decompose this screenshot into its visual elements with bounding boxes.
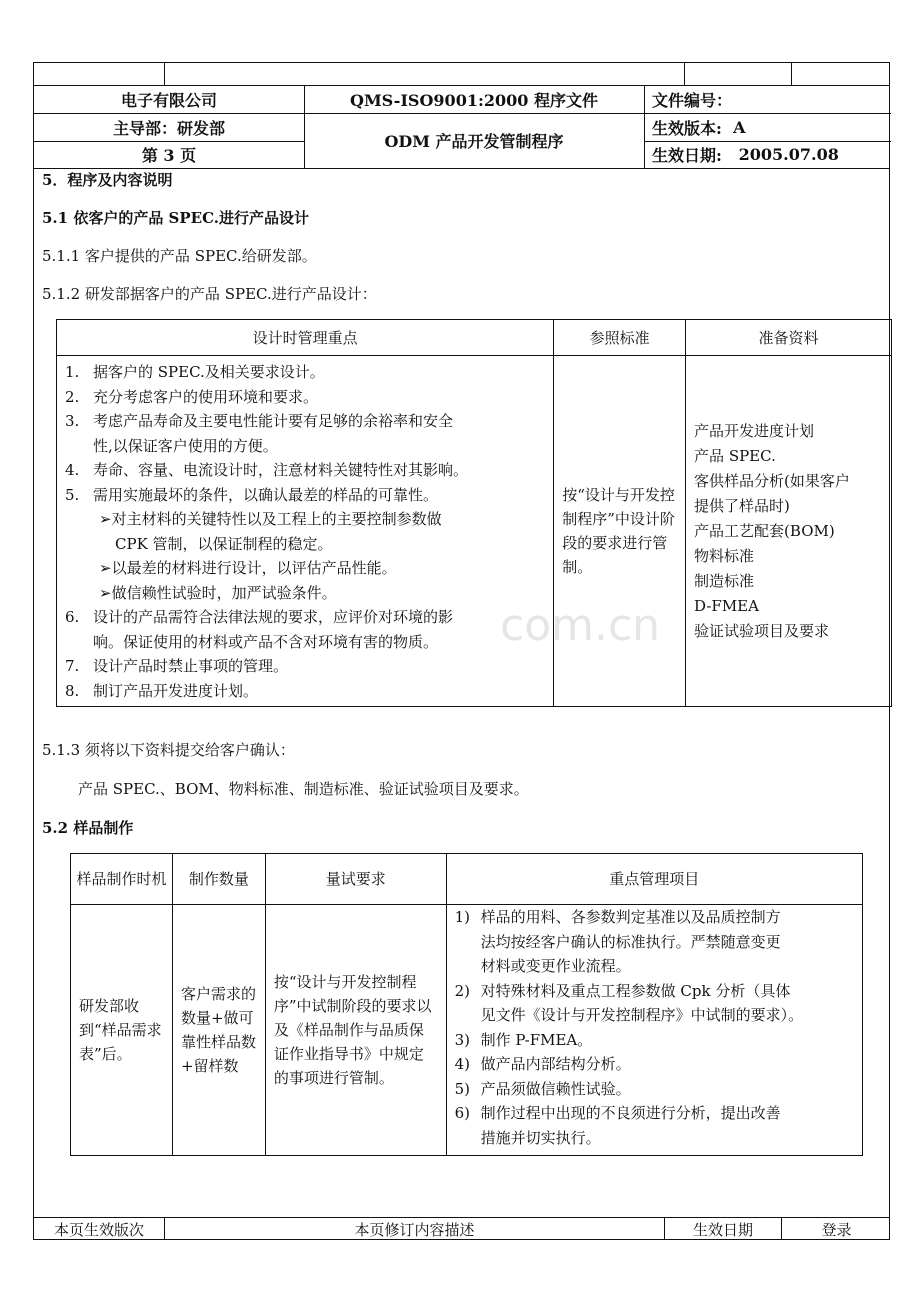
- resource-item: 产品工艺配套(BOM): [694, 521, 835, 540]
- document-number-label: 文件编号：: [652, 91, 733, 110]
- sub-item-text: ➢做信赖性试验时，加严试验条件。: [99, 583, 337, 602]
- divider: [644, 86, 645, 168]
- list-item: [65, 409, 549, 458]
- item-text: 制作过程中出现的不良须进行分析，提出改善: [480, 1104, 781, 1122]
- top-strip: [34, 63, 889, 86]
- paragraph-5-1-2: 5.1.2 研发部据客户的产品 SPEC.进行产品设计：: [42, 285, 377, 303]
- sub-item-text: ➢对主材料的关键特性以及工程上的主要控制参数做: [99, 510, 442, 528]
- paragraph-5-1-3: 5.1.3 须将以下资料提交给客户确认：: [42, 741, 295, 759]
- key-management-list: [447, 905, 862, 1150]
- item-text: 对特殊材料及重点工程参数做 Cpk 分析（具体: [480, 981, 791, 1000]
- resource-item: 产品 SPEC.: [694, 446, 776, 465]
- item-text: 产品须做信赖性试验。: [480, 1079, 631, 1098]
- trial-requirements-cell: 按“设计与开发控制程序”中试制阶段的要求以及《样品制作与品质保证作业指导书》中规定的事项进行管制。: [265, 905, 446, 1156]
- list-item: [455, 1028, 856, 1053]
- resource-item: 客供样品分析(如果客户: [694, 471, 850, 490]
- item-number: 5.: [65, 485, 80, 504]
- item-number: 6.: [65, 608, 80, 626]
- lead-department: 主导部：研发部: [112, 118, 225, 138]
- watermark-text: com.cn: [500, 600, 661, 651]
- revision-footer: [34, 1217, 889, 1239]
- col-header-reference-standard: 参照标准: [554, 320, 686, 356]
- date-label: 生效日期:: [652, 146, 722, 165]
- col-header-timing: 样品制作时机: [71, 854, 173, 905]
- item-number: 3): [454, 1030, 471, 1049]
- item-text-cont: 材料或变更作业流程。: [480, 957, 631, 975]
- resource-item: D-FMEA: [694, 596, 759, 615]
- resource-item: 产品开发进度计划: [694, 421, 815, 440]
- key-management-cell: [446, 905, 862, 1156]
- col-header-quantity: 制作数量: [172, 854, 265, 905]
- sub-list-item: [65, 507, 549, 556]
- item-text: 设计的产品需符合法律法规的要求，应评价对环境的影: [93, 608, 454, 626]
- list-item: [65, 385, 549, 410]
- footer-description-col: 本页修订内容描述: [164, 1218, 664, 1240]
- list-item: [455, 905, 856, 979]
- reference-standard-cell: 按“设计与开发控制程序”中设计阶段的要求进行管制。: [554, 356, 686, 707]
- item-number: 7.: [65, 657, 80, 675]
- list-item: [455, 1101, 856, 1150]
- effective-date: [652, 141, 882, 168]
- list-item: [65, 458, 549, 483]
- item-text: 据客户的 SPEC.及相关要求设计。: [93, 363, 325, 381]
- item-number: 4): [454, 1055, 471, 1073]
- item-number: 4.: [65, 461, 80, 479]
- list-item: [65, 679, 549, 704]
- item-number: 1.: [65, 363, 80, 381]
- quantity-cell: 客户需求的数量+做可靠性样品数+留样数: [172, 905, 265, 1156]
- document-frame: [33, 62, 890, 1240]
- item-text: 制作 P-FMEA。: [480, 1030, 593, 1049]
- list-item: [65, 360, 549, 385]
- item-text: 寿命、容量、电流设计时，注意材料关键特性对其影响。: [93, 461, 469, 479]
- design-focus-cell: [57, 356, 554, 707]
- item-text: 考虑产品寿命及主要电性能计要有足够的余裕率和安全: [93, 412, 454, 430]
- document-type: QMS-ISO9001:2000 程序文件: [350, 91, 598, 110]
- col-header-trial-requirements: 量试要求: [265, 854, 446, 905]
- resource-item: 提供了样品时): [694, 496, 790, 515]
- item-text: 充分考虑客户的使用环境和要求。: [93, 387, 319, 406]
- version-label: 生效版本:: [652, 118, 722, 138]
- sub-item-text-cont: CPK 管制，以保证制程的稳定。: [115, 534, 333, 553]
- item-text: 需用实施最坏的条件，以确认最差的样品的可靠性。: [93, 485, 439, 504]
- design-focus-list: [57, 356, 553, 705]
- item-text: 样品的用料、各参数判定基准以及品质控制方: [480, 908, 781, 926]
- footer-version-col: 本页生效版次: [53, 1220, 144, 1239]
- version-value: A: [733, 117, 746, 137]
- item-text: 做产品内部结构分析。: [480, 1055, 631, 1073]
- section-5-1-heading: 5.1 依客户的产品 SPEC.进行产品设计: [42, 209, 309, 227]
- footer-login-col: 登录: [781, 1218, 891, 1240]
- item-number: 5): [454, 1079, 471, 1098]
- sub-list-item: [65, 581, 549, 606]
- date-value: 2005.07.08: [738, 145, 839, 164]
- divider: [164, 63, 165, 86]
- list-item: [455, 1077, 856, 1102]
- list-item: [455, 1052, 856, 1077]
- item-number: 6): [454, 1104, 471, 1122]
- design-management-table: [56, 319, 892, 707]
- list-item: [65, 605, 549, 654]
- item-text-cont: 性,以保证客户使用的方便。: [93, 436, 278, 455]
- effective-version: [652, 113, 882, 141]
- divider: [791, 63, 792, 86]
- resource-item: 制造标准: [694, 571, 755, 590]
- col-header-preparation-materials: 准备资料: [686, 320, 892, 356]
- item-text-cont: 响。保证使用的材料或产品不含对环境有害的物质。: [93, 632, 439, 651]
- sub-item-text: ➢以最差的材料进行设计，以评估产品性能。: [99, 559, 397, 577]
- section-5-2-heading: 5.2 样品制作: [42, 819, 134, 837]
- paragraph-confirm-list: 产品 SPEC.、BOM、物料标准、制造标准、验证试验项目及要求。: [78, 780, 529, 798]
- page-number: 第 3 页: [141, 146, 197, 165]
- paragraph-5-1-1: 5.1.1 客户提供的产品 SPEC.给研发部。: [42, 247, 317, 265]
- col-header-key-management: 重点管理项目: [446, 854, 862, 905]
- list-item: [455, 979, 856, 1028]
- footer-date-col: 生效日期: [664, 1218, 781, 1240]
- resource-item: 物料标准: [694, 546, 755, 565]
- item-text: 制订产品开发进度计划。: [93, 681, 259, 700]
- resource-item: 验证试验项目及要求: [694, 621, 830, 640]
- item-number: 2): [454, 981, 471, 1000]
- item-number: 2.: [65, 387, 80, 406]
- item-text-cont: 法均按经客户确认的标准执行。严禁随意变更: [480, 932, 781, 951]
- sample-production-table: [70, 853, 863, 1156]
- document-title: ODM 产品开发管制程序: [384, 132, 564, 151]
- divider: [684, 63, 685, 86]
- col-header-design-focus: 设计时管理重点: [57, 320, 554, 356]
- list-item: [65, 654, 549, 679]
- item-number: 8.: [65, 681, 80, 700]
- item-number: 3.: [65, 412, 80, 430]
- company-name: 电子有限公司: [120, 91, 217, 110]
- timing-cell: 研发部收到“样品需求表”后。: [71, 905, 173, 1156]
- item-number: 1): [454, 908, 471, 926]
- preparation-materials-cell: [686, 356, 892, 707]
- item-text-cont: 见文件《设计与开发控制程序》中试制的要求）。: [480, 1006, 804, 1024]
- section-5-heading: 5．程序及内容说明: [42, 171, 173, 189]
- sub-list-item: [65, 556, 549, 581]
- item-text: 设计产品时禁止事项的管理。: [93, 657, 289, 675]
- item-text-cont: 措施并切实执行。: [480, 1128, 601, 1147]
- list-item: [65, 483, 549, 508]
